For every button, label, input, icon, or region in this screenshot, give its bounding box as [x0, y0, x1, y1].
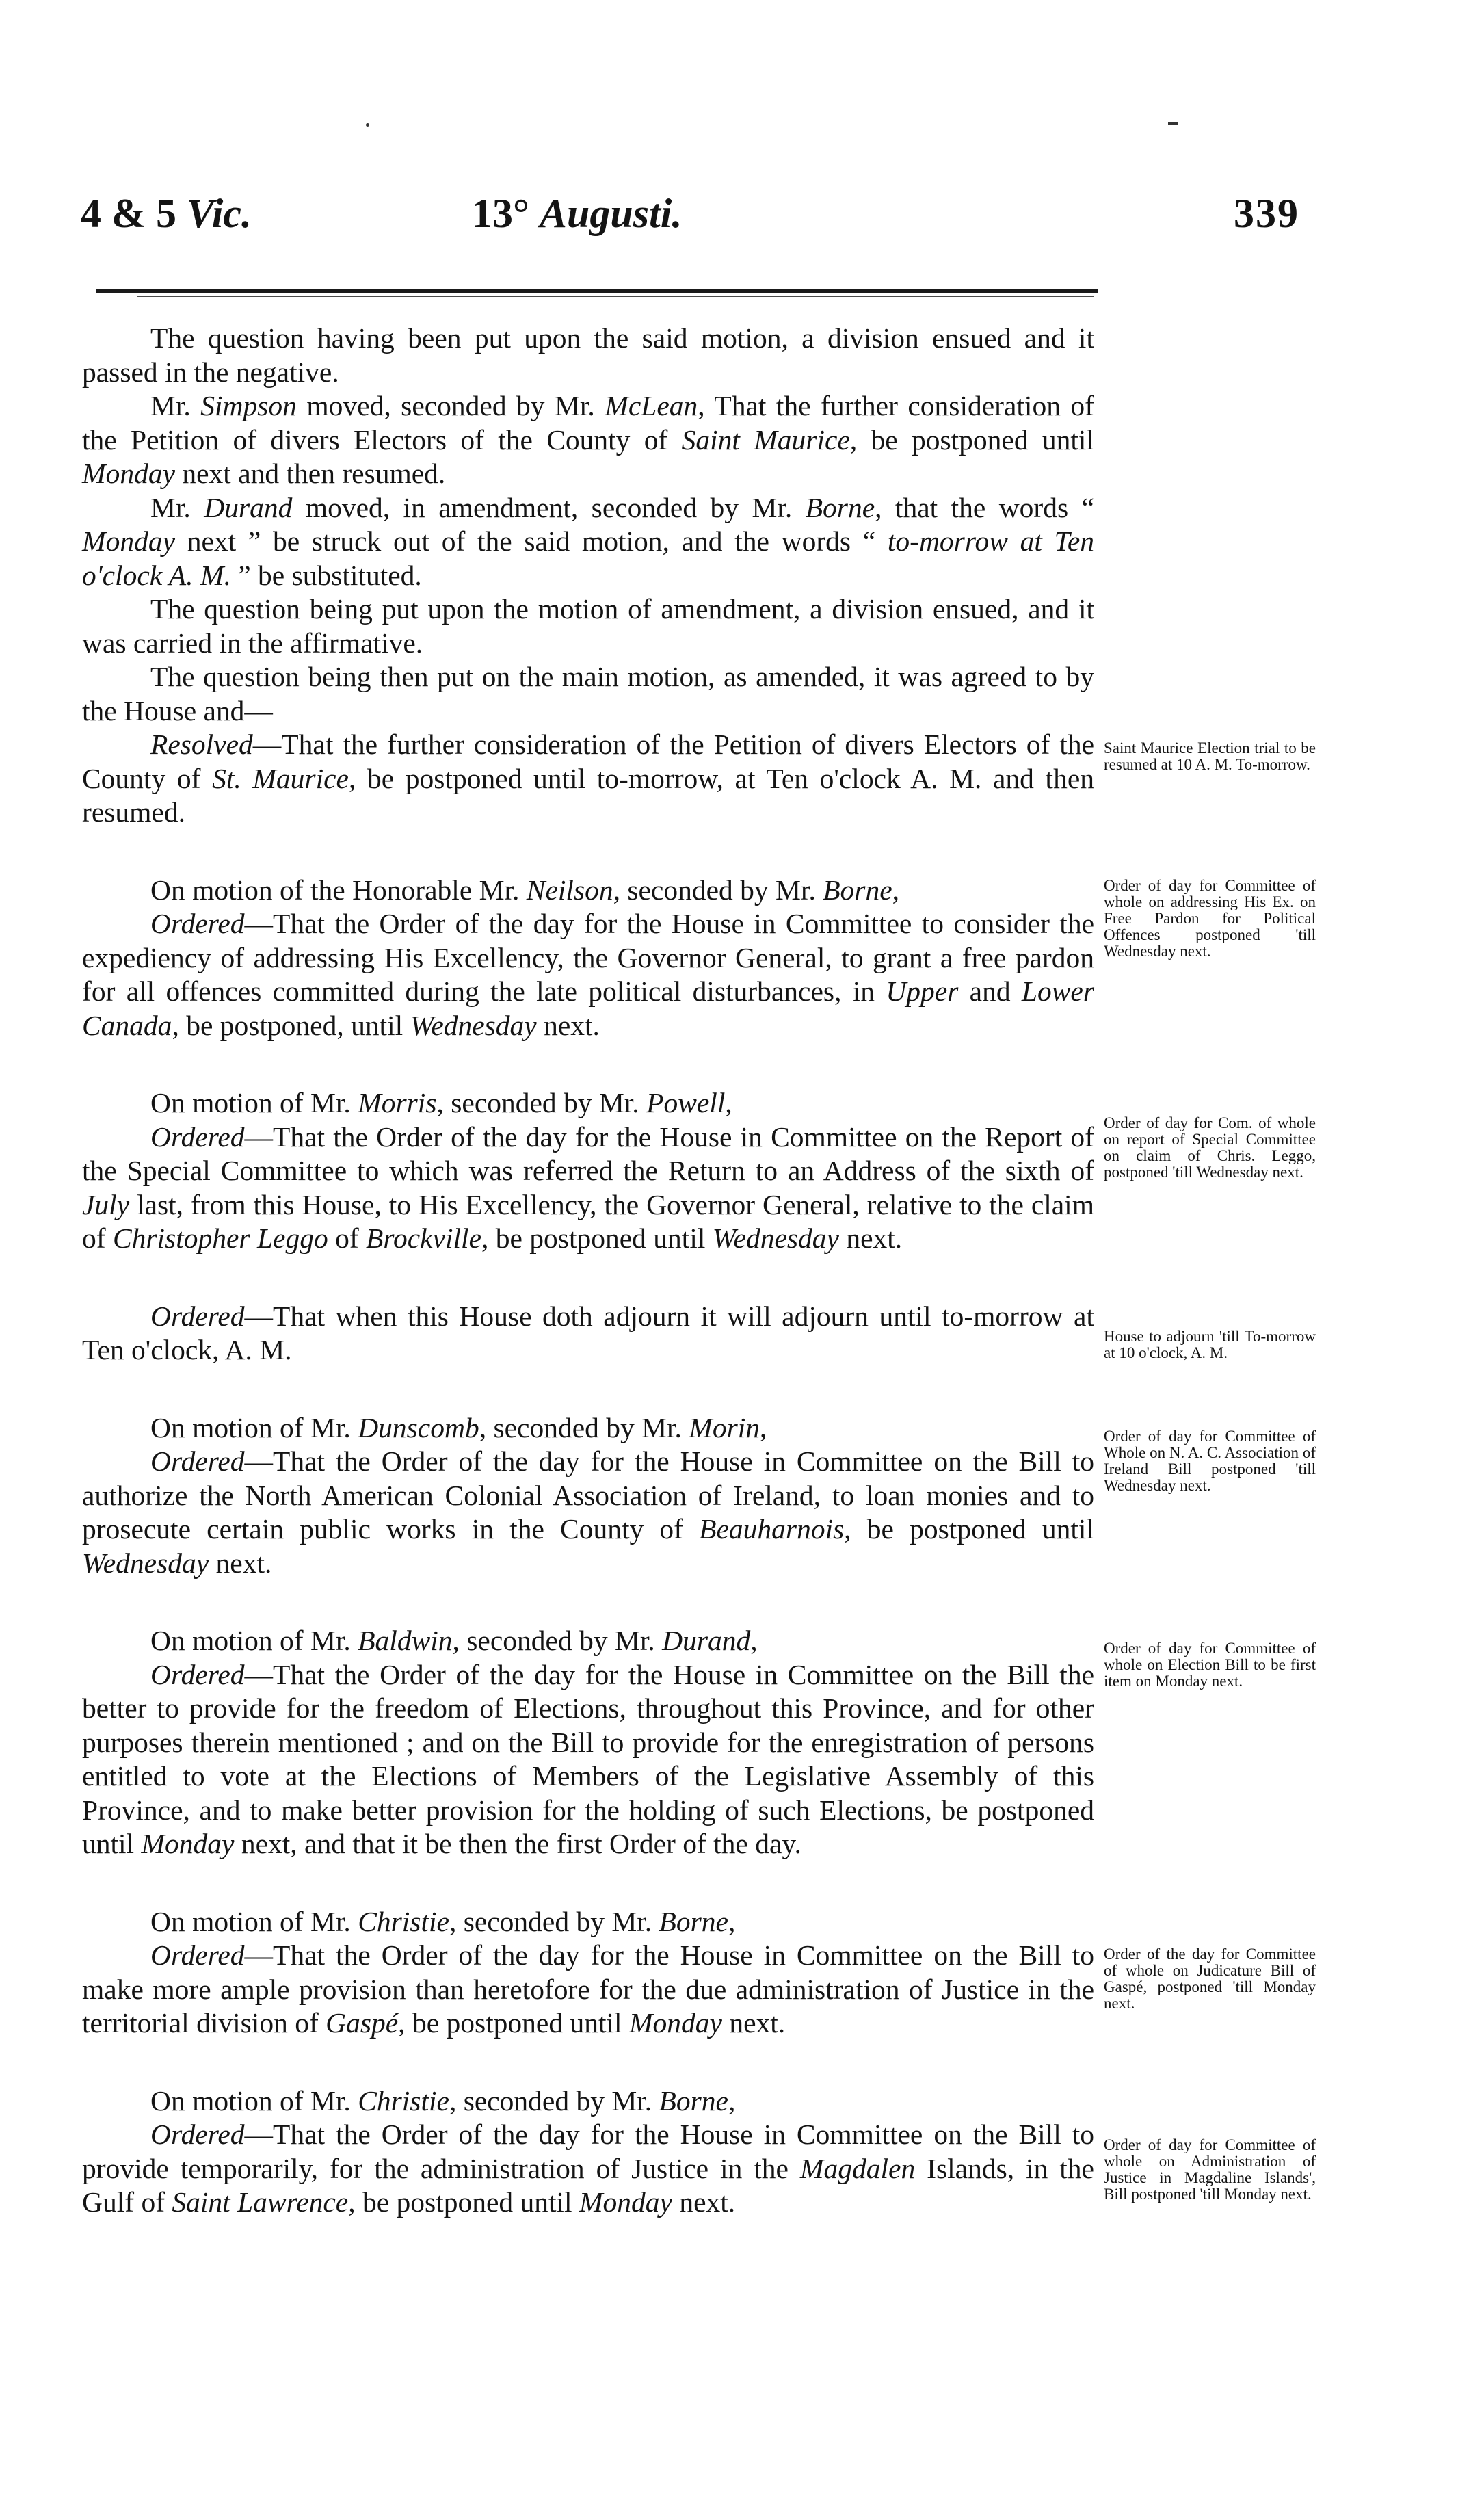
paragraph: On motion of Mr. Christie, seconded by Mr. Borne,: [150, 1905, 736, 1937]
running-header: [0, 190, 1484, 245]
margin-note: Order of day for Committee of Whole on N. A. C. Association of Ireland Bill postponed 'till Wednesday next.: [1104, 1428, 1316, 1494]
regnal-numbers: 4 & 5: [81, 191, 176, 236]
margin-note: Order of day for Committee of whole on addressing His Ex. on Free Pardon for Political Offences postponed 'till Wednesday next.: [1104, 877, 1316, 960]
print-mark: [366, 123, 369, 127]
paragraph: On motion of Mr. Christie, seconded by Mr. Borne,: [150, 2084, 736, 2117]
paragraph: On motion of the Honorable Mr. Neilson, seconded by Mr. Borne,: [150, 874, 899, 906]
print-mark: [1168, 122, 1178, 125]
journal-body: [82, 322, 1094, 2220]
page-number: 339: [1234, 191, 1299, 236]
header-rule: [96, 289, 1098, 293]
paragraph: Ordered—That the Order of the day for the House in Committee on the Report of the Special Committee to which was referred the Return to an Address of the sixth of July last, from this House, to His Excellency, the Governor General, relative to the claim of Christopher Leggo of Brockville, be postponed until Wednesday next.: [82, 1121, 1094, 1254]
date-month: Augusti.: [540, 191, 683, 236]
paragraph: The question being put upon the motion of amendment, a division ensued, and it was carried in the affirmative.: [82, 593, 1094, 659]
paragraph: Mr. Durand moved, in amendment, seconded by Mr. Borne, that the words “ Monday next ” be struck out of the said motion, and the words “ to-morrow at Ten o'clock A. M. ” be substituted.: [82, 491, 1094, 591]
paragraph: Resolved—That the further consideration of the Petition of divers Electors of the County of St. Maurice, be postponed until to-morrow, at Ten o'clock A. M. and then resumed.: [82, 729, 1094, 828]
margin-note: Saint Maurice Election trial to be resumed at 10 A. M. To-morrow.: [1104, 739, 1316, 773]
margin-note: House to adjourn 'till To-morrow at 10 o'clock, A. M.: [1104, 1328, 1316, 1361]
regnal-year: [81, 190, 252, 237]
regnal-abbr: Vic.: [186, 191, 252, 236]
paragraph: On motion of Mr. Dunscomb, seconded by Mr. Morin,: [150, 1411, 767, 1443]
date-day: 13°: [472, 191, 529, 236]
sitting-date: [472, 190, 682, 237]
margin-note: Order of day for Committee of whole on Administration of Justice in Magdaline Islands', Bill postponed 'till Monday next.: [1104, 2136, 1316, 2203]
paragraph: Ordered—That the Order of the day for the House in Committee to consider the expediency of addressing His Excellency, the Governor General, to grant a free pardon for all offences committed during the late political disturbances, in Upper and Lower Canada, be postponed, until Wednesday next.: [82, 908, 1094, 1041]
paragraph: Ordered—That the Order of the day for the House in Committee on the Bill to make more ample provision than heretofore for the due administration of Justice in the territorial division of Gaspé, be postponed until Monday next.: [82, 1939, 1094, 2039]
paragraph: On motion of Mr. Morris, seconded by Mr. Powell,: [150, 1087, 732, 1118]
paragraph: Ordered—That the Order of the day for the House in Committee on the Bill to provide temporarily, for the administration of Justice in the Magdalen Islands, in the Gulf of Saint Lawrence, be postponed until Monday next.: [82, 2119, 1094, 2218]
paragraph: Ordered—That when this House doth adjourn it will adjourn until to-morrow at Ten o'clock, A. M.: [82, 1300, 1094, 1365]
paragraph: Mr. Simpson moved, seconded by Mr. McLean, That the further consideration of the Petition of divers Electors of the County of Saint Maurice, be postponed until Monday next and then resumed.: [82, 390, 1094, 489]
paragraph: Ordered—That the Order of the day for the House in Committee on the Bill the better to provide for the freedom of Elections, throughout this Province, and for other purposes therein mentioned ; and on the Bill to provide for the enregistration of persons entitled to vote at the Elections of Members of the Legislative Assembly of this Province, and to make better provision for the holding of such Elections, be postponed until Monday next, and that it be then the first Order of the day.: [82, 1658, 1094, 1859]
paragraph: On motion of Mr. Baldwin, seconded by Mr. Durand,: [150, 1625, 758, 1656]
paragraph: The question having been put upon the said motion, a division ensued and it passed in the negative.: [82, 322, 1094, 388]
paragraph: The question being then put on the main motion, as amended, it was agreed to by the House and—: [82, 661, 1094, 726]
margin-note: Order of day for Committee of whole on Election Bill to be first item on Monday next.: [1104, 1640, 1316, 1690]
header-rule-thin: [137, 296, 1094, 297]
paragraph: Ordered—That the Order of the day for the House in Committee on the Bill to authorize the North American Colonial Association of Ireland, to loan monies and to prosecute certain public works in the County of Beauharnois, be postponed until Wednesday next.: [82, 1445, 1094, 1579]
margin-note: Order of day for Com. of whole on report of Special Committee on claim of Chris. Leggo, postponed 'till Wednesday next.: [1104, 1114, 1316, 1181]
margin-note: Order of the day for Committee of whole on Judicature Bill of Gaspé, postponed 'till Monday next.: [1104, 1945, 1316, 2012]
